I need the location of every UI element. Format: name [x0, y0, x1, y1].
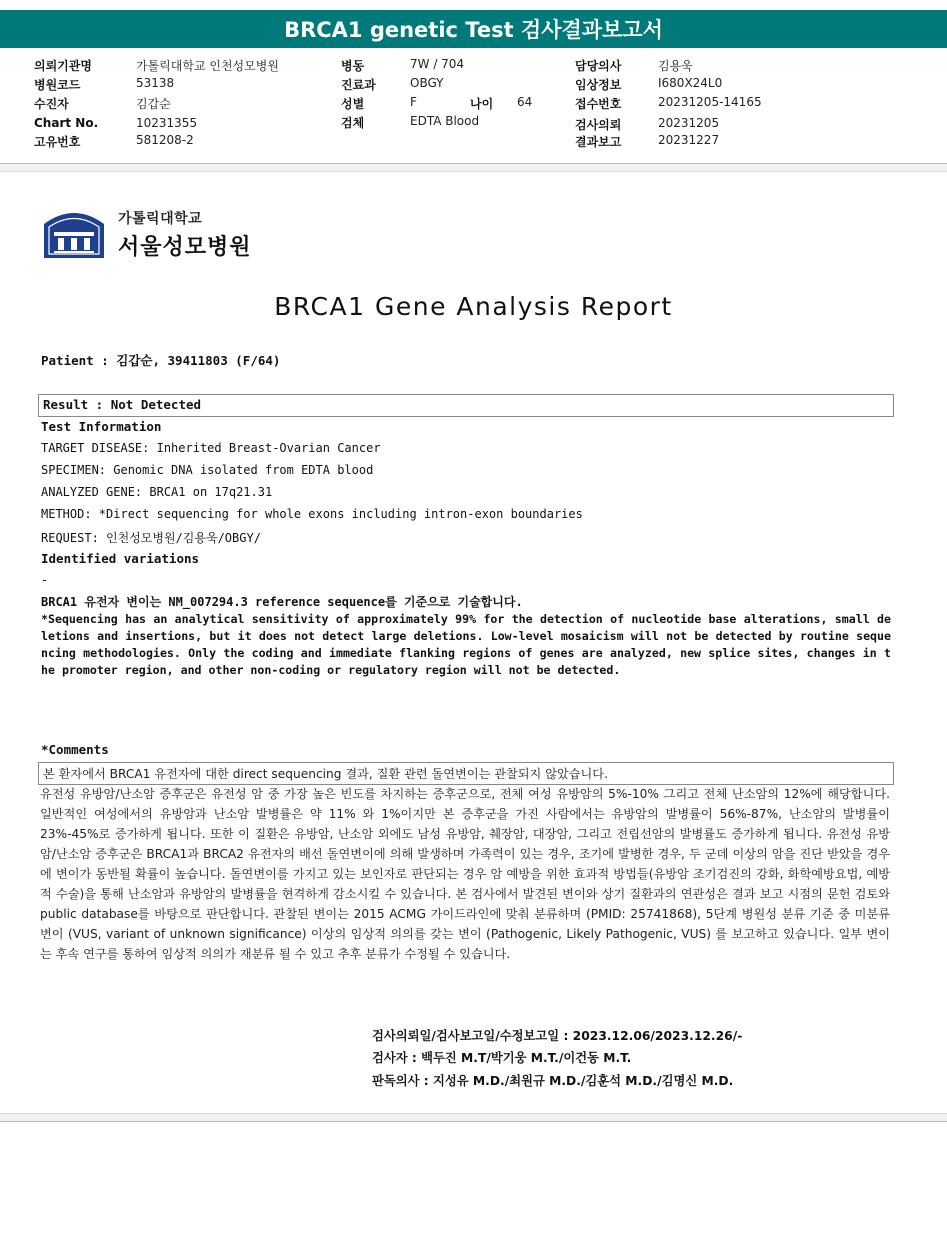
catholic-university-emblem-icon [40, 208, 108, 260]
institution-label: 의뢰기관명 [34, 59, 92, 73]
section-divider-bottom [0, 1113, 947, 1122]
comment-summary-box: 본 환자에서 BRCA1 유전자에 대한 direct sequencing 결과, 질환 관련 돌연변이는 관찰되지 않았습니다. [38, 762, 894, 785]
logo-hospital-name: 서울성모병원 [118, 234, 252, 260]
pathologist-line: 판독의사 : 지성유 M.D./최원규 M.D./김훈석 M.D./김명신 M.D. [372, 1074, 734, 1088]
doctor-value: 김용욱 [658, 59, 693, 73]
ward-value: 7W / 704 [410, 57, 465, 71]
result-box: Result : Not Detected [38, 394, 894, 417]
method-line: METHOD: *Direct sequencing for whole exons including intron-exon boundaries [41, 507, 583, 521]
examinee-value: 김갑순 [136, 97, 171, 111]
specimen-line: SPECIMEN: Genomic DNA isolated from EDTA blood [41, 463, 374, 477]
specimen-label: 검체 [341, 116, 365, 130]
examiner-line: 검사자 : 백두진 M.T/박기웅 M.T./이건동 M.T. [372, 1051, 632, 1065]
patient-info-grid [0, 48, 947, 166]
clinical-info-value: I680X24L0 [658, 76, 723, 90]
report-date-value: 20231227 [658, 133, 720, 147]
age-label: 나이 [470, 97, 494, 111]
department-value: OBGY [410, 76, 444, 90]
dates-line: 검사의뢰일/검사보고일/수정보고일 : 2023.12.06/2023.12.26/- [372, 1029, 743, 1043]
specimen-value: EDTA Blood [410, 114, 480, 128]
sex-label: 성별 [341, 97, 365, 111]
hospital-logo [40, 208, 252, 260]
report-date-label: 결과보고 [575, 135, 622, 149]
test-info-heading: Test Information [41, 419, 162, 434]
doctor-label: 담당의사 [575, 59, 622, 73]
comments-heading: *Comments [41, 742, 109, 757]
report-title: BRCA1 Gene Analysis Report [274, 292, 673, 321]
clinical-info-label: 임상정보 [575, 78, 622, 92]
receipt-no-value: 20231205-14165 [658, 95, 762, 109]
section-divider [0, 163, 947, 172]
target-disease-line: TARGET DISEASE: Inherited Breast-Ovarian Cancer [41, 441, 381, 455]
logo-university-name: 가톨릭대학교 [118, 210, 203, 227]
hospital-code-value: 53138 [136, 76, 175, 90]
report-header-banner [0, 10, 947, 48]
department-label: 진료과 [341, 78, 376, 92]
request-line: REQUEST: 인천성모병원/김용욱/OBGY/ [41, 531, 261, 545]
reference-note: BRCA1 유전자 변이는 NM_007294.3 reference sequence를 기준으로 기술합니다. [41, 595, 523, 609]
receipt-no-label: 접수번호 [575, 97, 622, 111]
comment-body: 유전성 유방암/난소암 증후군은 유전성 암 중 가장 높은 빈도를 차지하는 증후군으로, 전체 여성 유방암의 5%-10% 그리고 전체 난소암의 12%에 해당합니다. 일반적인 여성에서의 유방암과 난소암 발병률은 약 11% 와 1%이지만 본 증후군을 가진 사람에서는 유방암의 발병률이 56%-87%, 난소암의 발병률이 23%-45%로 증가하게 됩니다. 또한 이 질환은 유방암, 난소암 외에도 남성 유방암, 췌장암, 대장암, 그리고 전립선암의 발병률도 증가하게 됩니다. 유전성 유방암/난소암 증후군은 BRCA1과 BRCA2 유전자의 배선 돌연변이에 의해 발생하며 가족력이 있는 경우, 조기에 발병한 경우, 두 군데 이상의 암을 진단 받았을 경우에 변이가 동반될 확률이 높습니다. 돌연변이를 가지고 있는 보인자로 판단되는 경우 암 예방을 위한 효과적 방법들(유방암 조기검진의 강화, 화학예방요법, 예방적 수술)을 통해 난소암과 유방암의 발병률을 현격하게 감소시킬 수 있습니다. 본 검사에서 발견된 변이와 상기 질환과의 연관성은 결과 보고 시점의 문헌 검토와 public database를 바탕으로 판단합니다. 관찰된 변이는 2015 ACMG 가이드라인에 맞춰 분류하며 (PMID: 25741868), 5단계 병원성 분류 기준 중 미분류 변이 (VUS, variant of unknown significance) 이상의 임상적 의의를 갖는 변이 (Pathogenic, Likely Pathogenic, VUS) 를 보고하고 있습니다. 일부 변이는 후속 연구를 통하여 임상적 의의가 재분류 될 수 있고 추후 분류가 수정될 수 있습니다. [40, 787, 891, 961]
ward-label: 병동 [341, 59, 365, 73]
hospital-code-label: 병원코드 [34, 78, 81, 92]
report-header-title: BRCA1 genetic Test 검사결과보고서 [284, 18, 663, 42]
age-value: 64 [517, 95, 533, 109]
analyzed-gene-line: ANALYZED GENE: BRCA1 on 17q21.31 [41, 485, 273, 499]
request-date-label: 검사의뢰 [575, 118, 622, 132]
patient-line: Patient : 김갑순, 39411803 (F/64) [41, 353, 281, 368]
chart-no-value: 10231355 [136, 116, 198, 130]
identified-variations-value: - [41, 573, 49, 587]
sensitivity-note: *Sequencing has an analytical sensitivity of approximately 99% for the detection of nucleotide base alterations, small deletions and insertions, but it does not detect large deletions. Low-level mosaicism will not be detected by routine sequencing methodologies. Only the coding and immediate flanking regions of genes are analyzed, new splice sites, changes in the promoter region, and other non-coding or regulatory region will not be detected. [41, 612, 891, 677]
unique-no-value: 581208-2 [136, 133, 194, 147]
identified-variations-heading: Identified variations [41, 551, 200, 566]
sex-value: F [410, 95, 417, 109]
unique-no-label: 고유번호 [34, 135, 81, 149]
examinee-label: 수진자 [34, 97, 69, 111]
request-date-value: 20231205 [658, 116, 720, 130]
institution-value: 가톨릭대학교 인천성모병원 [136, 59, 279, 73]
chart-no-label: Chart No. [34, 116, 99, 130]
